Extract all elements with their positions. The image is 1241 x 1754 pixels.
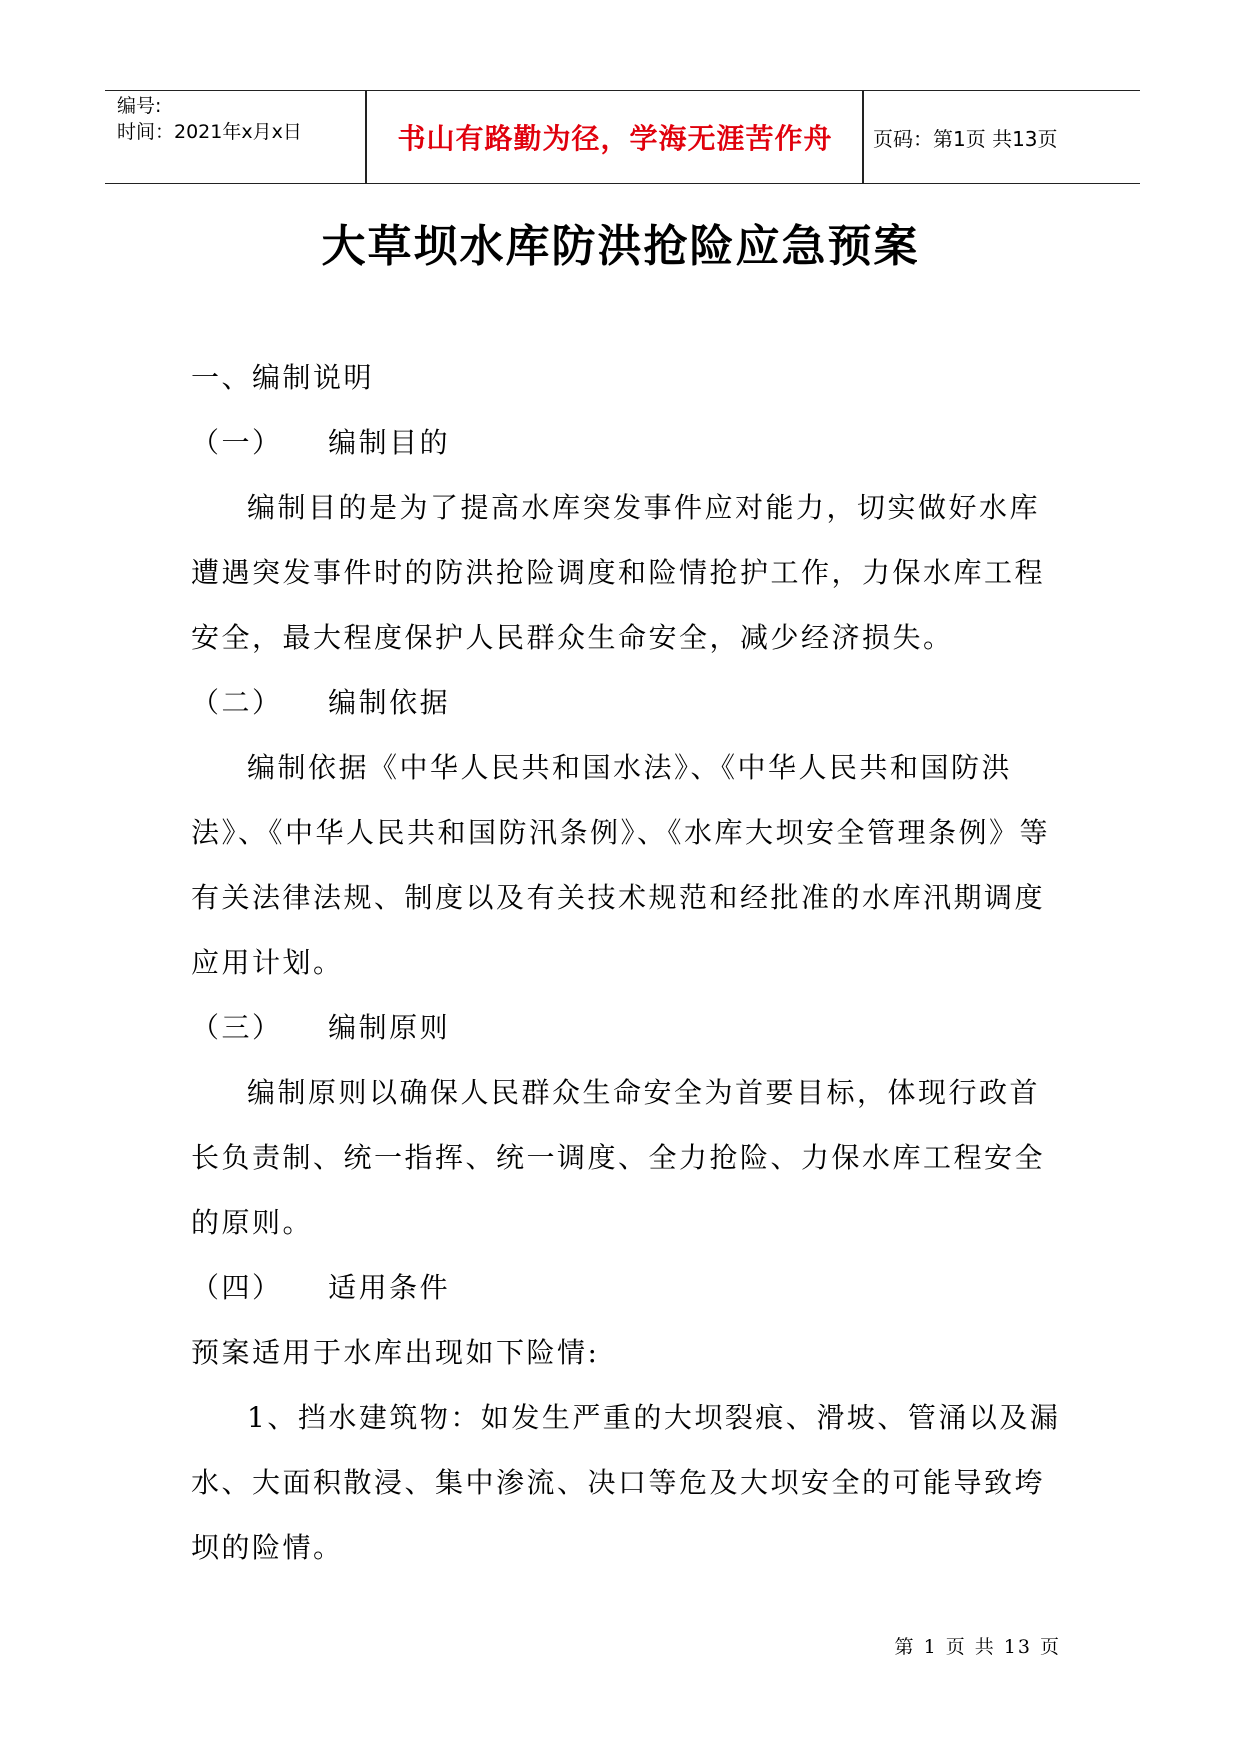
header-divider bbox=[365, 91, 367, 183]
subsection-heading: （二） 编制依据 bbox=[191, 686, 451, 719]
subsection-heading: （三） 编制原则 bbox=[191, 1011, 451, 1044]
paragraph: 编制目的是为了提高水库突发事件应对能力，切实做好水库遭遇突发事件时的防洪抢险调度和险情抢护工作，力保水库工程安全，最大程度保护人民群众生命安全，减少经济损失。 bbox=[191, 491, 1046, 654]
time-label: 时间：2021年x月x日 bbox=[117, 121, 302, 143]
header-motto: 书山有路勤为径，学海无涯苦作舟 bbox=[397, 122, 833, 155]
subsection-heading: （一） 编制目的 bbox=[191, 426, 451, 459]
page-footer: 第 1 页 共 13 页 bbox=[894, 1636, 1061, 1658]
document-title: 大草坝水库防洪抢险应急预案 bbox=[321, 221, 920, 272]
header-page-info: 页码：第1页 共13页 bbox=[873, 126, 1058, 151]
document-body bbox=[191, 345, 1061, 1580]
header-meta bbox=[117, 93, 367, 145]
subsection-heading: （四） 适用条件 bbox=[191, 1271, 451, 1304]
number-label: 编号: bbox=[117, 95, 162, 117]
paragraph: 预案适用于水库出现如下险情: bbox=[191, 1336, 600, 1369]
page-header bbox=[105, 90, 1140, 184]
paragraph: 编制依据《中华人民共和国水法》、《中华人民共和国防洪法》、《中华人民共和国防汛条例》、《水库大坝安全管理条例》等有关法律法规、制度以及有关技术规范和经批准的水库汛期调度应用计划。 bbox=[191, 751, 1051, 979]
paragraph: 编制原则以确保人民群众生命安全为首要目标，体现行政首长负责制、统一指挥、统一调度、全力抢险、力保水库工程安全的原则。 bbox=[191, 1076, 1046, 1239]
header-divider bbox=[862, 91, 864, 183]
paragraph: 1、挡水建筑物：如发生严重的大坝裂痕、滑坡、管涌以及漏水、大面积散浸、集中渗流、决口等危及大坝安全的可能导致垮坝的险情。 bbox=[191, 1401, 1061, 1564]
section-heading: 一、编制说明 bbox=[191, 361, 375, 394]
